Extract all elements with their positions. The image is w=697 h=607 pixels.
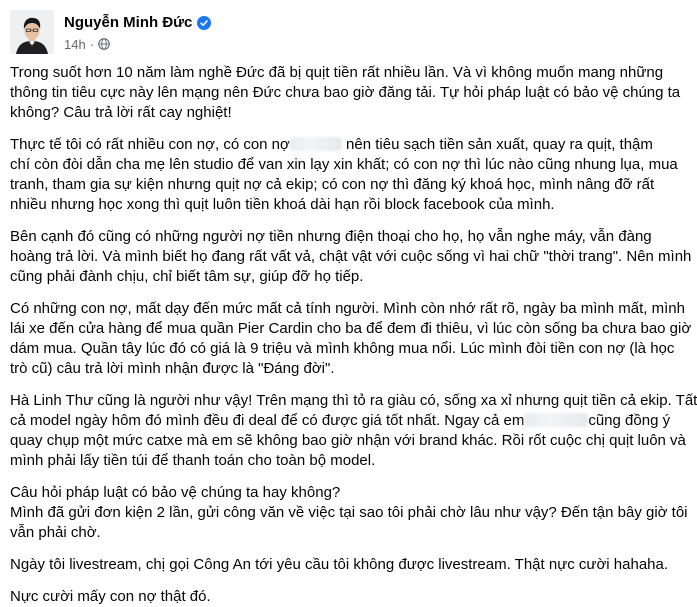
globe-icon[interactable] <box>98 38 110 50</box>
text-line: Ngày tôi livestream, chị gọi Công An tới yêu cầu tôi không được livestream. Thật nực cười hahaha. <box>10 556 669 573</box>
blurred-name <box>524 413 588 427</box>
author-row <box>64 13 211 32</box>
text-line: lái xe đến cửa hàng để mua quần Pier Cardin cho ba để đem đi thiêu, vì lúc còn sống ba chưa bao giờ <box>10 320 692 337</box>
separator-dot: · <box>89 36 95 52</box>
text-fragment: nên tiêu sạch tiền sản xuất, quay ra quịt, thậm <box>346 136 653 153</box>
blurred-name <box>290 137 342 151</box>
text-line <box>10 411 683 431</box>
post-paragraph-4 <box>10 299 692 379</box>
text-line: Nực cười mấy con nợ thật đó. <box>10 588 211 605</box>
post-paragraph-3 <box>10 227 692 287</box>
text-line: trò cũ) câu trả lời mình nhận được là "Đáng đời". <box>10 360 335 377</box>
post-paragraph-1 <box>10 63 683 123</box>
post-meta <box>64 10 211 53</box>
post-timestamp[interactable]: 14h <box>64 36 86 52</box>
text-line: mình phải lấy tiền túi để thanh toán cho toàn bộ model. <box>10 452 376 469</box>
text-line: cũng phải đành chịu, chỉ biết tâm sự, giúp đỡ họ tiếp. <box>10 268 364 285</box>
text-line: Câu hỏi pháp luật có bảo vệ chúng ta hay không? <box>10 484 341 501</box>
text-line: Mình đã gửi đơn kiện 2 lần, gửi công văn về việc tại sao tôi phải chờ lâu như vậy? Đến tận bây giờ tôi <box>10 504 688 521</box>
post-time-row <box>64 35 211 53</box>
text-line: quay chụp một mức catxe mà em sẽ không bao giờ nhận với brand khác. Rồi rốt cuộc chị quịt luôn và <box>10 432 686 449</box>
post-paragraph-2 <box>10 135 683 215</box>
text-line: hoàng trả lời. Và mình biết họ đang rất vất vả, chật vật với cuộc sống vì hai chữ "thời trang". Nên mình <box>10 248 692 265</box>
text-line: thông tin tiêu cực này lên mạng nên Đức chưa bao giờ đăng tải. Tự hỏi pháp luật có bảo vệ chúng ta <box>10 84 681 101</box>
post-paragraph-5 <box>10 391 697 471</box>
text-line: vẫn phải chờ. <box>10 524 101 541</box>
text-line <box>10 135 683 155</box>
text-line: Bên cạnh đó cũng có những người nợ tiền nhưng điện thoại cho họ, họ vẫn nghe máy, vẫn đàng <box>10 228 652 245</box>
author-name[interactable]: Nguyễn Minh Đức <box>64 14 193 31</box>
post-header <box>10 10 211 54</box>
post-paragraph-6 <box>10 483 688 543</box>
author-avatar[interactable] <box>10 10 54 54</box>
text-line: tranh, tham gia sự kiện nhưng quịt nợ cả ekip; có con nợ thì đăng ký khoá học, mình nâng đỡ rất <box>10 176 655 193</box>
text-line: nhiều nhưng học xong thì quịt luôn tiền khoá dài hạn rồi block facebook của mình. <box>10 196 555 213</box>
text-fragment: cũng đồng ý <box>588 412 671 429</box>
post-body <box>10 63 697 607</box>
text-line: Hà Linh Thư cũng là người như vậy! Trên mạng thì tỏ ra giàu có, sống xa xỉ nhưng quịt tiền cả ekip. Tất <box>10 392 697 409</box>
post-paragraph-8 <box>10 587 683 607</box>
text-line: Có những con nợ, mất dạy đến mức mất cả tính người. Mình còn nhớ rất rõ, ngày ba mình mất, mình <box>10 300 685 317</box>
text-line: chí còn đòi dẫn cha mẹ lên studio để van xin lạy xin khất; có con nợ thì lúc nào cũng nhung lụa, mua <box>10 156 678 173</box>
text-line: không? Câu trả lời rất cay nghiệt! <box>10 104 232 121</box>
text-line: dám mua. Quần tây lúc đó có giá là 9 triệu và mình không mua nổi. Lúc mình đòi tiền con nợ (là học <box>10 340 675 357</box>
avatar-photo-icon <box>10 10 54 54</box>
text-fragment: Thực tế tôi có rất nhiều con nợ, có con nợ <box>10 136 290 153</box>
verified-badge-icon <box>197 16 211 30</box>
post-paragraph-7 <box>10 555 683 575</box>
text-fragment: cả model ngày hôm đó mình đều đi deal để có được giá tốt nhất. Ngay cả em <box>10 412 525 429</box>
text-line: Trong suốt hơn 10 năm làm nghề Đức đã bị quịt tiền rất nhiều lần. Và vì không muốn mang những <box>10 64 664 81</box>
